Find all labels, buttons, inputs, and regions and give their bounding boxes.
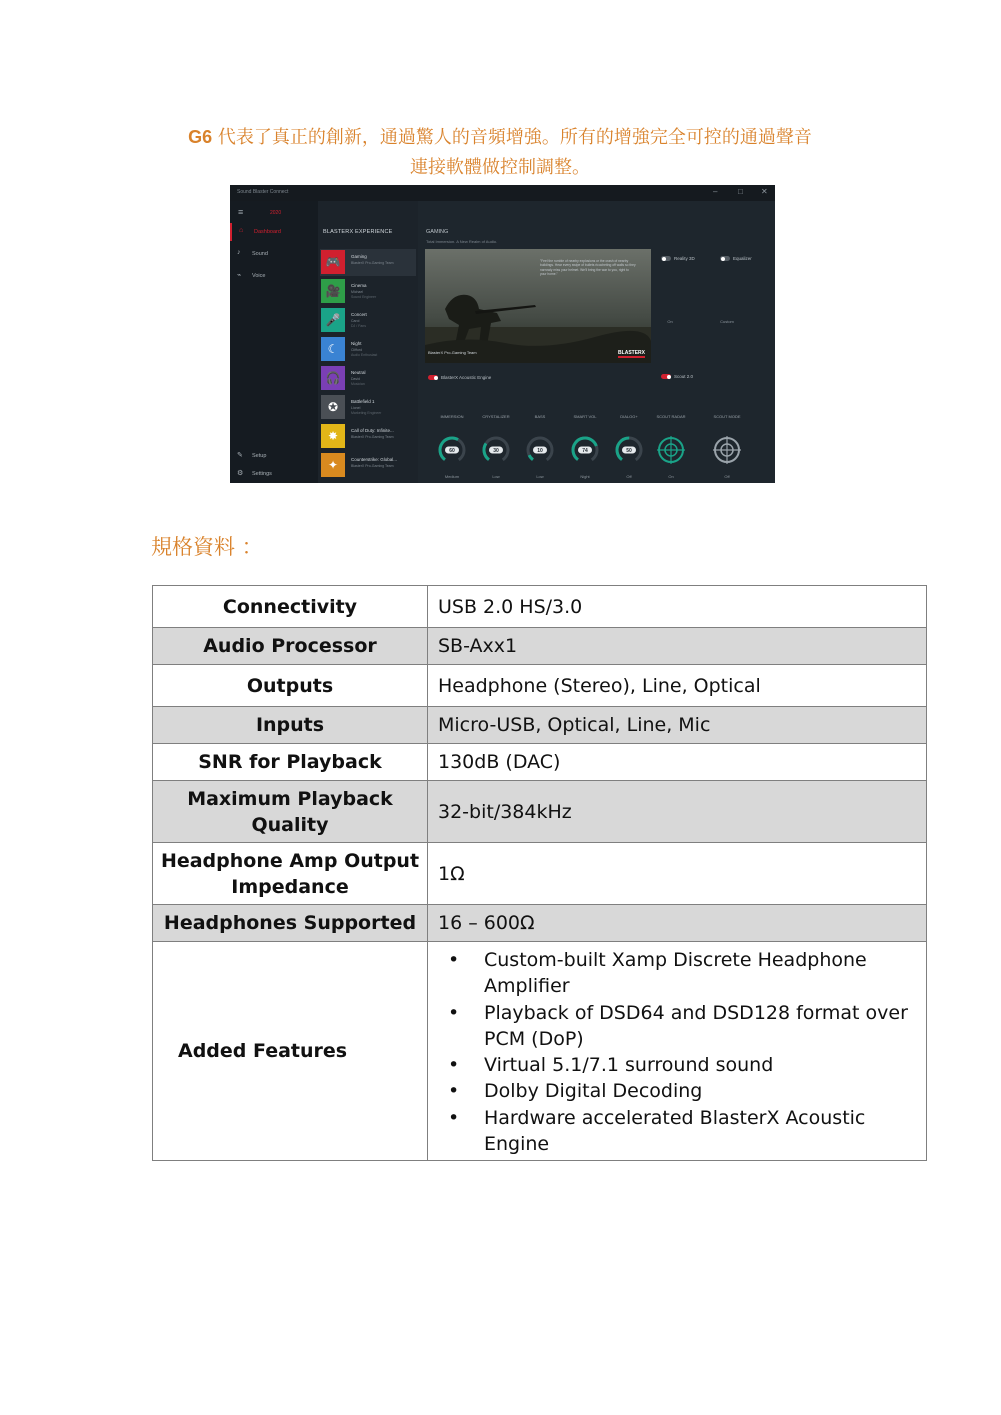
profile-tile-icon: 🎮: [321, 250, 345, 274]
profile-subtitle: Total Immersion. A New Realm of Audio.: [426, 239, 498, 244]
profile-role: Musician: [351, 382, 365, 386]
spec-row: [153, 665, 927, 707]
music-note-icon: ♪: [237, 249, 241, 256]
profile-item[interactable]: [320, 336, 416, 363]
profile-name: Cinema: [351, 283, 367, 288]
microphone-icon: ⌁: [237, 272, 242, 279]
profile-author: Michael: [351, 290, 364, 294]
profile-detail-panel: [418, 201, 775, 483]
acoustic-control-label: DIALOG+: [620, 414, 638, 419]
knob-value: 60: [449, 448, 455, 454]
profile-tile-icon: ☾: [321, 337, 345, 361]
acoustic-control-state: Low: [536, 474, 544, 479]
acoustic-control-state: Off: [626, 474, 632, 479]
profile-tile-icon: 🎤: [321, 308, 345, 332]
profile-tile-icon: ✦: [321, 453, 345, 477]
spec-row: [153, 843, 927, 905]
equalizer-state: Custom: [720, 319, 734, 324]
profile-author: BlasterX Pro-Gaming Team: [351, 261, 394, 265]
profile-name: Gaming: [351, 254, 367, 259]
feature-item: • Hardware accelerated BlasterX Acoustic Engine: [448, 1105, 916, 1158]
profile-name: Counterstrike: Global...: [351, 457, 398, 462]
profile-item[interactable]: [320, 278, 416, 305]
sidebar-red-label: 2020: [270, 210, 282, 216]
nav-label: Dashboard: [254, 229, 281, 235]
window-title: Sound Blaster Connect: [237, 189, 289, 195]
nav-item-setup[interactable]: [230, 447, 318, 465]
intro-line-2: 連接軟體做控制調整。: [410, 157, 590, 178]
acoustic-control-state: Medium: [444, 474, 460, 479]
spec-key: Outputs: [153, 665, 428, 707]
spec-key: Headphone Amp Output Impedance: [153, 843, 428, 905]
equalizer-toggle[interactable]: [720, 256, 752, 261]
nav-item-dashboard[interactable]: [230, 223, 318, 241]
gear-icon: ⚙: [237, 470, 244, 477]
profile-author: Carol: [351, 319, 360, 323]
wrench-icon: ✎: [237, 452, 243, 459]
profile-item[interactable]: [320, 249, 416, 276]
profile-tile-icon: ✪: [321, 395, 345, 419]
spec-key: Inputs: [153, 707, 428, 744]
toggle-switch[interactable]: [661, 256, 671, 261]
profile-author: BlasterX Pro-Gaming Team: [351, 435, 394, 439]
knob-value: 30: [493, 448, 499, 454]
spec-value: 32-bit/384kHz: [428, 781, 927, 843]
acoustic-knob[interactable]: [436, 434, 468, 466]
home-icon: ⌂: [239, 227, 244, 234]
equalizer-label: Equalizer: [733, 256, 752, 261]
acoustic-control-label: CRYSTALIZER: [482, 414, 510, 419]
profile-list-header: BLASTERX EXPERIENCE: [323, 229, 393, 235]
feature-item: • Playback of DSD64 and DSD128 format over PCM (DoP): [448, 1000, 916, 1053]
profile-name: Night: [351, 341, 362, 346]
toggle-switch[interactable]: [720, 256, 730, 261]
profile-item[interactable]: [320, 307, 416, 334]
spec-row: [153, 905, 927, 942]
profile-tile-icon: 🎧: [321, 366, 345, 390]
profile-list: [318, 201, 418, 483]
acoustic-knob[interactable]: [480, 434, 512, 466]
profile-author: BlasterX Pro-Gaming Team: [351, 464, 394, 468]
reality-3d-toggle[interactable]: [661, 256, 695, 261]
spec-value: SB-Axx1: [428, 628, 927, 665]
sidebar: [230, 201, 318, 483]
feature-item: • Virtual 5.1/7.1 surround sound: [448, 1052, 916, 1078]
spec-key: Maximum Playback Quality: [153, 781, 428, 843]
nav-item-settings[interactable]: [230, 465, 318, 483]
hero-image: [425, 249, 651, 363]
reality-3d-label: Reality 3D: [674, 256, 695, 261]
acoustic-control-label: BASS: [534, 414, 546, 419]
close-icon[interactable]: ✕: [761, 187, 768, 196]
spec-heading: 規格資料 ：: [151, 535, 263, 559]
nav-item-voice[interactable]: [230, 267, 318, 285]
acoustic-knob[interactable]: [524, 434, 556, 466]
spec-row: [153, 628, 927, 665]
profile-item[interactable]: [320, 423, 416, 450]
spec-key: Added Features: [153, 942, 428, 1161]
profile-tile-icon: 🎥: [321, 279, 345, 303]
intro-line-1-text: 代表了真正的創新，通過驚人的音頻增強。所有的增強完全可控的通過聲音: [212, 127, 812, 148]
scout-radar-icon[interactable]: [655, 434, 687, 466]
spec-value: 16 – 600Ω: [428, 905, 927, 942]
toggle-switch[interactable]: [428, 375, 438, 380]
spec-row: [153, 586, 927, 628]
spec-value: Headphone (Stereo), Line, Optical: [428, 665, 927, 707]
profile-author: David: [351, 377, 360, 381]
nav-label: Voice: [252, 273, 266, 279]
spec-value: USB 2.0 HS/3.0: [428, 586, 927, 628]
nav-item-sound[interactable]: [230, 245, 318, 263]
blasterx-logo: BLASTERX: [618, 350, 645, 356]
profile-tile-icon: ✸: [321, 424, 345, 448]
profile-role: Marketing Engineer: [351, 411, 382, 415]
profile-name: Concert: [351, 312, 367, 317]
feature-list: [438, 942, 916, 1160]
reality-3d-state: On: [667, 319, 673, 324]
spec-row: [153, 781, 927, 843]
scout-mode-label: SCOUT MODE: [713, 414, 741, 419]
profile-name: Neutral: [351, 370, 366, 375]
profile-item[interactable]: [320, 452, 416, 479]
spec-key: Headphones Supported: [153, 905, 428, 942]
knob-value: 74: [582, 448, 588, 454]
profile-title: GAMING: [426, 229, 449, 235]
profile-item[interactable]: [320, 394, 416, 421]
profile-author: Lionel: [351, 406, 361, 410]
hero-caption: BlasterX Pro-Gaming Team: [428, 350, 477, 355]
hamburger-menu-icon[interactable]: ≡: [238, 207, 244, 217]
scout-toggle[interactable]: [661, 374, 693, 379]
acoustic-knob[interactable]: [613, 434, 645, 466]
acoustic-engine-toggle[interactable]: [428, 375, 491, 380]
acoustic-knob[interactable]: [569, 434, 601, 466]
sound-blaster-connect-screenshot: [230, 185, 775, 483]
intro-line-1: [150, 122, 850, 153]
knob-value: 10: [537, 448, 543, 454]
knob-value: 50: [626, 448, 632, 454]
feature-item: • Dolby Digital Decoding: [448, 1078, 916, 1104]
profile-author: Clifford: [351, 348, 363, 352]
acoustic-control-state: Night: [580, 474, 590, 479]
profile-quote: "Feel the rumble of nearby explosions or the crash of nearby buildings. Hear every swipe of bullets ricocheting off walls so they narrowly miss your helmet. We'll bring the war to you, right to your home.": [540, 259, 636, 276]
feature-item: • Custom-built Xamp Discrete Headphone Amplifier: [448, 947, 916, 1000]
profile-role: Sound Engineer: [351, 295, 377, 299]
spec-value: 1Ω: [428, 843, 927, 905]
spec-key: Connectivity: [153, 586, 428, 628]
scout-radar-state: On: [668, 474, 674, 479]
title-bar: [230, 185, 775, 201]
profile-name: Battlefield 1: [351, 399, 375, 404]
spec-row: [153, 744, 927, 781]
profile-role: DJ / Fans: [351, 324, 366, 328]
toggle-switch[interactable]: [661, 374, 671, 379]
spec-table: [152, 585, 927, 1161]
intro-lead: G6: [188, 127, 213, 147]
spec-row-features: [153, 942, 927, 1161]
spec-key: SNR for Playback: [153, 744, 428, 781]
spec-value: 130dB (DAC): [428, 744, 927, 781]
minimize-icon[interactable]: –: [713, 187, 718, 196]
scout-mode-state: Off: [724, 474, 730, 479]
profile-item[interactable]: [320, 365, 416, 392]
scout-radar-label: SCOUT RADAR: [656, 414, 686, 419]
scout-label: Scout 2.0: [674, 374, 694, 379]
intro-paragraph: [150, 122, 850, 183]
spec-key: Audio Processor: [153, 628, 428, 665]
acoustic-control-state: Low: [492, 474, 500, 479]
profile-name: Call of Duty: Infinite...: [351, 428, 394, 433]
spec-value: Micro-USB, Optical, Line, Mic: [428, 707, 927, 744]
nav-label: Settings: [252, 471, 272, 477]
maximize-icon[interactable]: □: [738, 187, 743, 196]
acoustic-control-label: IMMERSION: [440, 414, 464, 419]
acoustic-engine-label: BlasterX Acoustic Engine: [441, 375, 492, 380]
profile-role: Audio Enthusiast: [351, 353, 378, 357]
nav-label: Sound: [252, 251, 268, 257]
nav-label: Setup: [252, 453, 267, 459]
spec-value: [428, 942, 927, 1161]
spec-row: [153, 707, 927, 744]
acoustic-control-label: SMART VOL: [573, 414, 597, 419]
scout-mode-icon[interactable]: [711, 434, 743, 466]
